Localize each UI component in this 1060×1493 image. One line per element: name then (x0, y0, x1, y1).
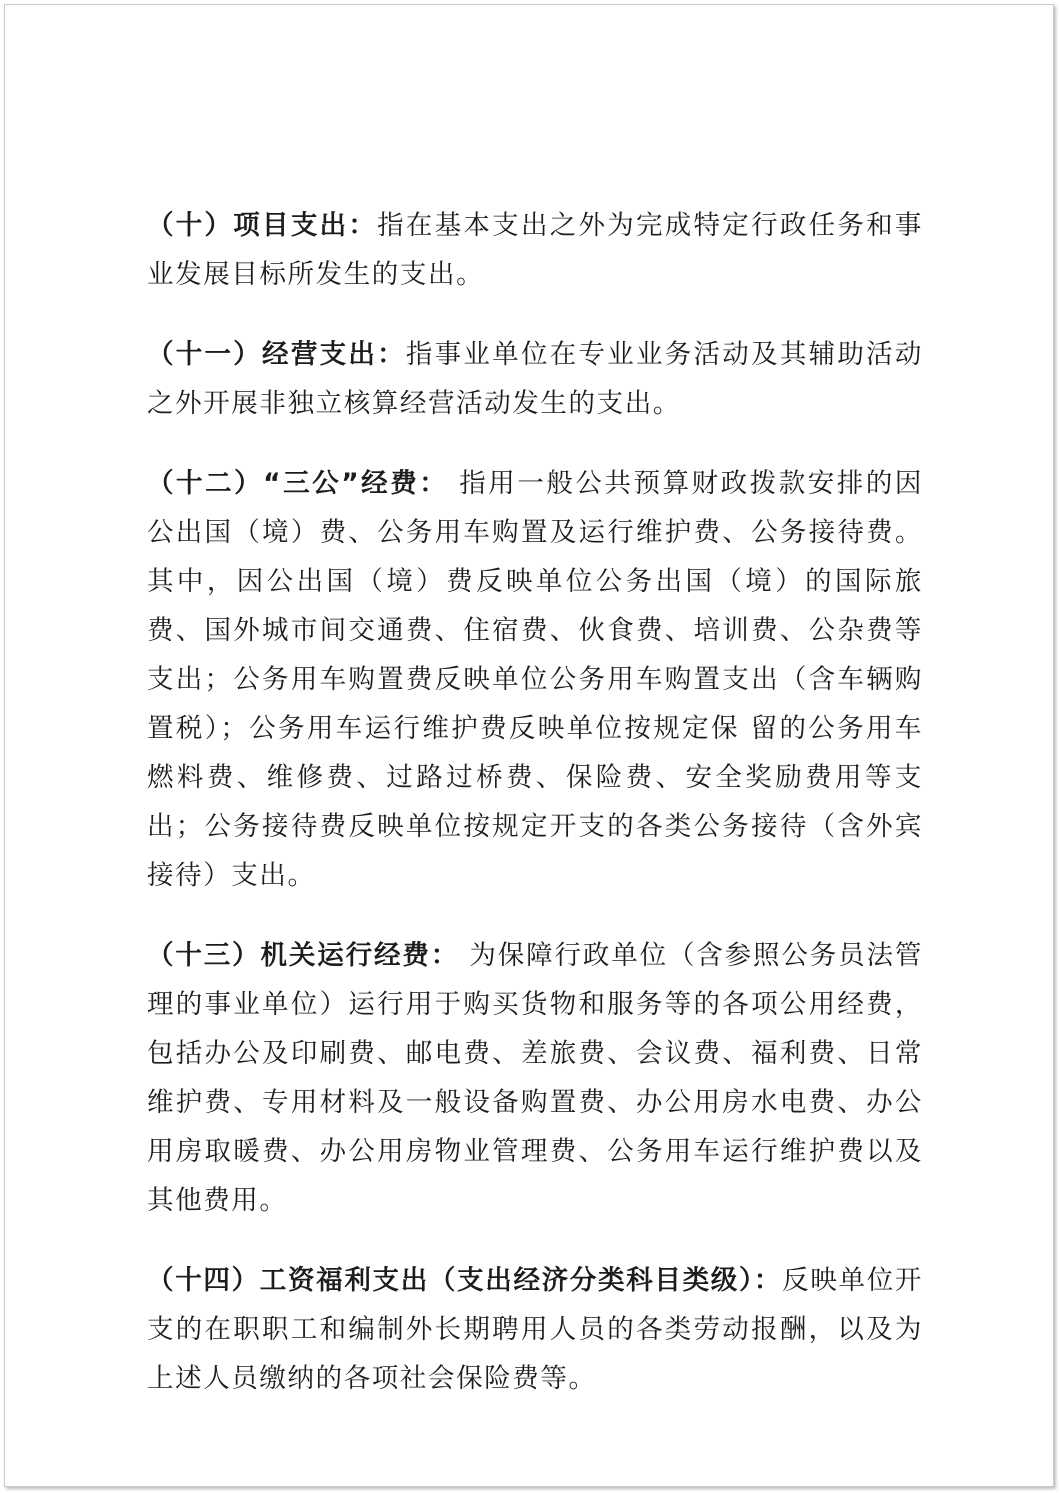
paragraph-three-public-funds (147, 459, 923, 900)
document-page (4, 4, 1054, 1487)
paragraph-wages-welfare (147, 1256, 923, 1403)
paragraph-text: 指在基本支出之外为完成特定行政任务和事业发展目标所发生的支出。 (147, 210, 923, 290)
paragraph-project-expenditure (147, 201, 923, 299)
paragraph-text: 为保障行政单位（含参照公务员法管理的事业单位）运行用于购买货物和服务等的各项公用经费，包括办公及印刷费、邮电费、差旅费、会议费、福利费、日常维护费、专用材料及一般设备购置费、办公用房水电费、办公用房取暖费、办公用房物业管理费、公务用车运行维护费以及其他费用。 (147, 940, 923, 1216)
paragraph-heading: （十二）“三公”经费： (147, 468, 449, 499)
paragraph-heading: （十三）机关运行经费： (147, 940, 460, 971)
document-body (147, 201, 923, 1403)
paragraph-text: 指用一般公共预算财政拨款安排的因公出国（境）费、公务用车购置及运行维护费、公务接待费。其中，因公出国（境）费反映单位公务出国（境）的国际旅费、国外城市间交通费、住宿费、伙食费、培训费、公杂费等支出；公务用车购置费反映单位公务用车购置支出（含车辆购置税）；公务用车运行维护费反映单位按规定保 留的公务用车燃料费、维修费、过路过桥费、保险费、安全奖励费用等支出；公务接待费反映单位按规定开支的各类公务接待（含外宾接待）支出。 (147, 468, 923, 891)
paragraph-business-expenditure (147, 330, 923, 428)
paragraph-heading: （十）项目支出： (147, 210, 378, 241)
paragraph-text: 指事业单位在专业业务活动及其辅助活动之外开展非独立核算经营活动发生的支出。 (147, 339, 923, 419)
paragraph-operating-funds (147, 931, 923, 1225)
paragraph-text: 反映单位开支的在职职工和编制外长期聘用人员的各类劳动报酬，以及为上述人员缴纳的各项社会保险费等。 (147, 1265, 924, 1394)
paragraph-heading: （十一）经营支出： (147, 339, 406, 370)
paragraph-heading: （十四）工资福利支出（支出经济分类科目类级）： (147, 1265, 783, 1296)
